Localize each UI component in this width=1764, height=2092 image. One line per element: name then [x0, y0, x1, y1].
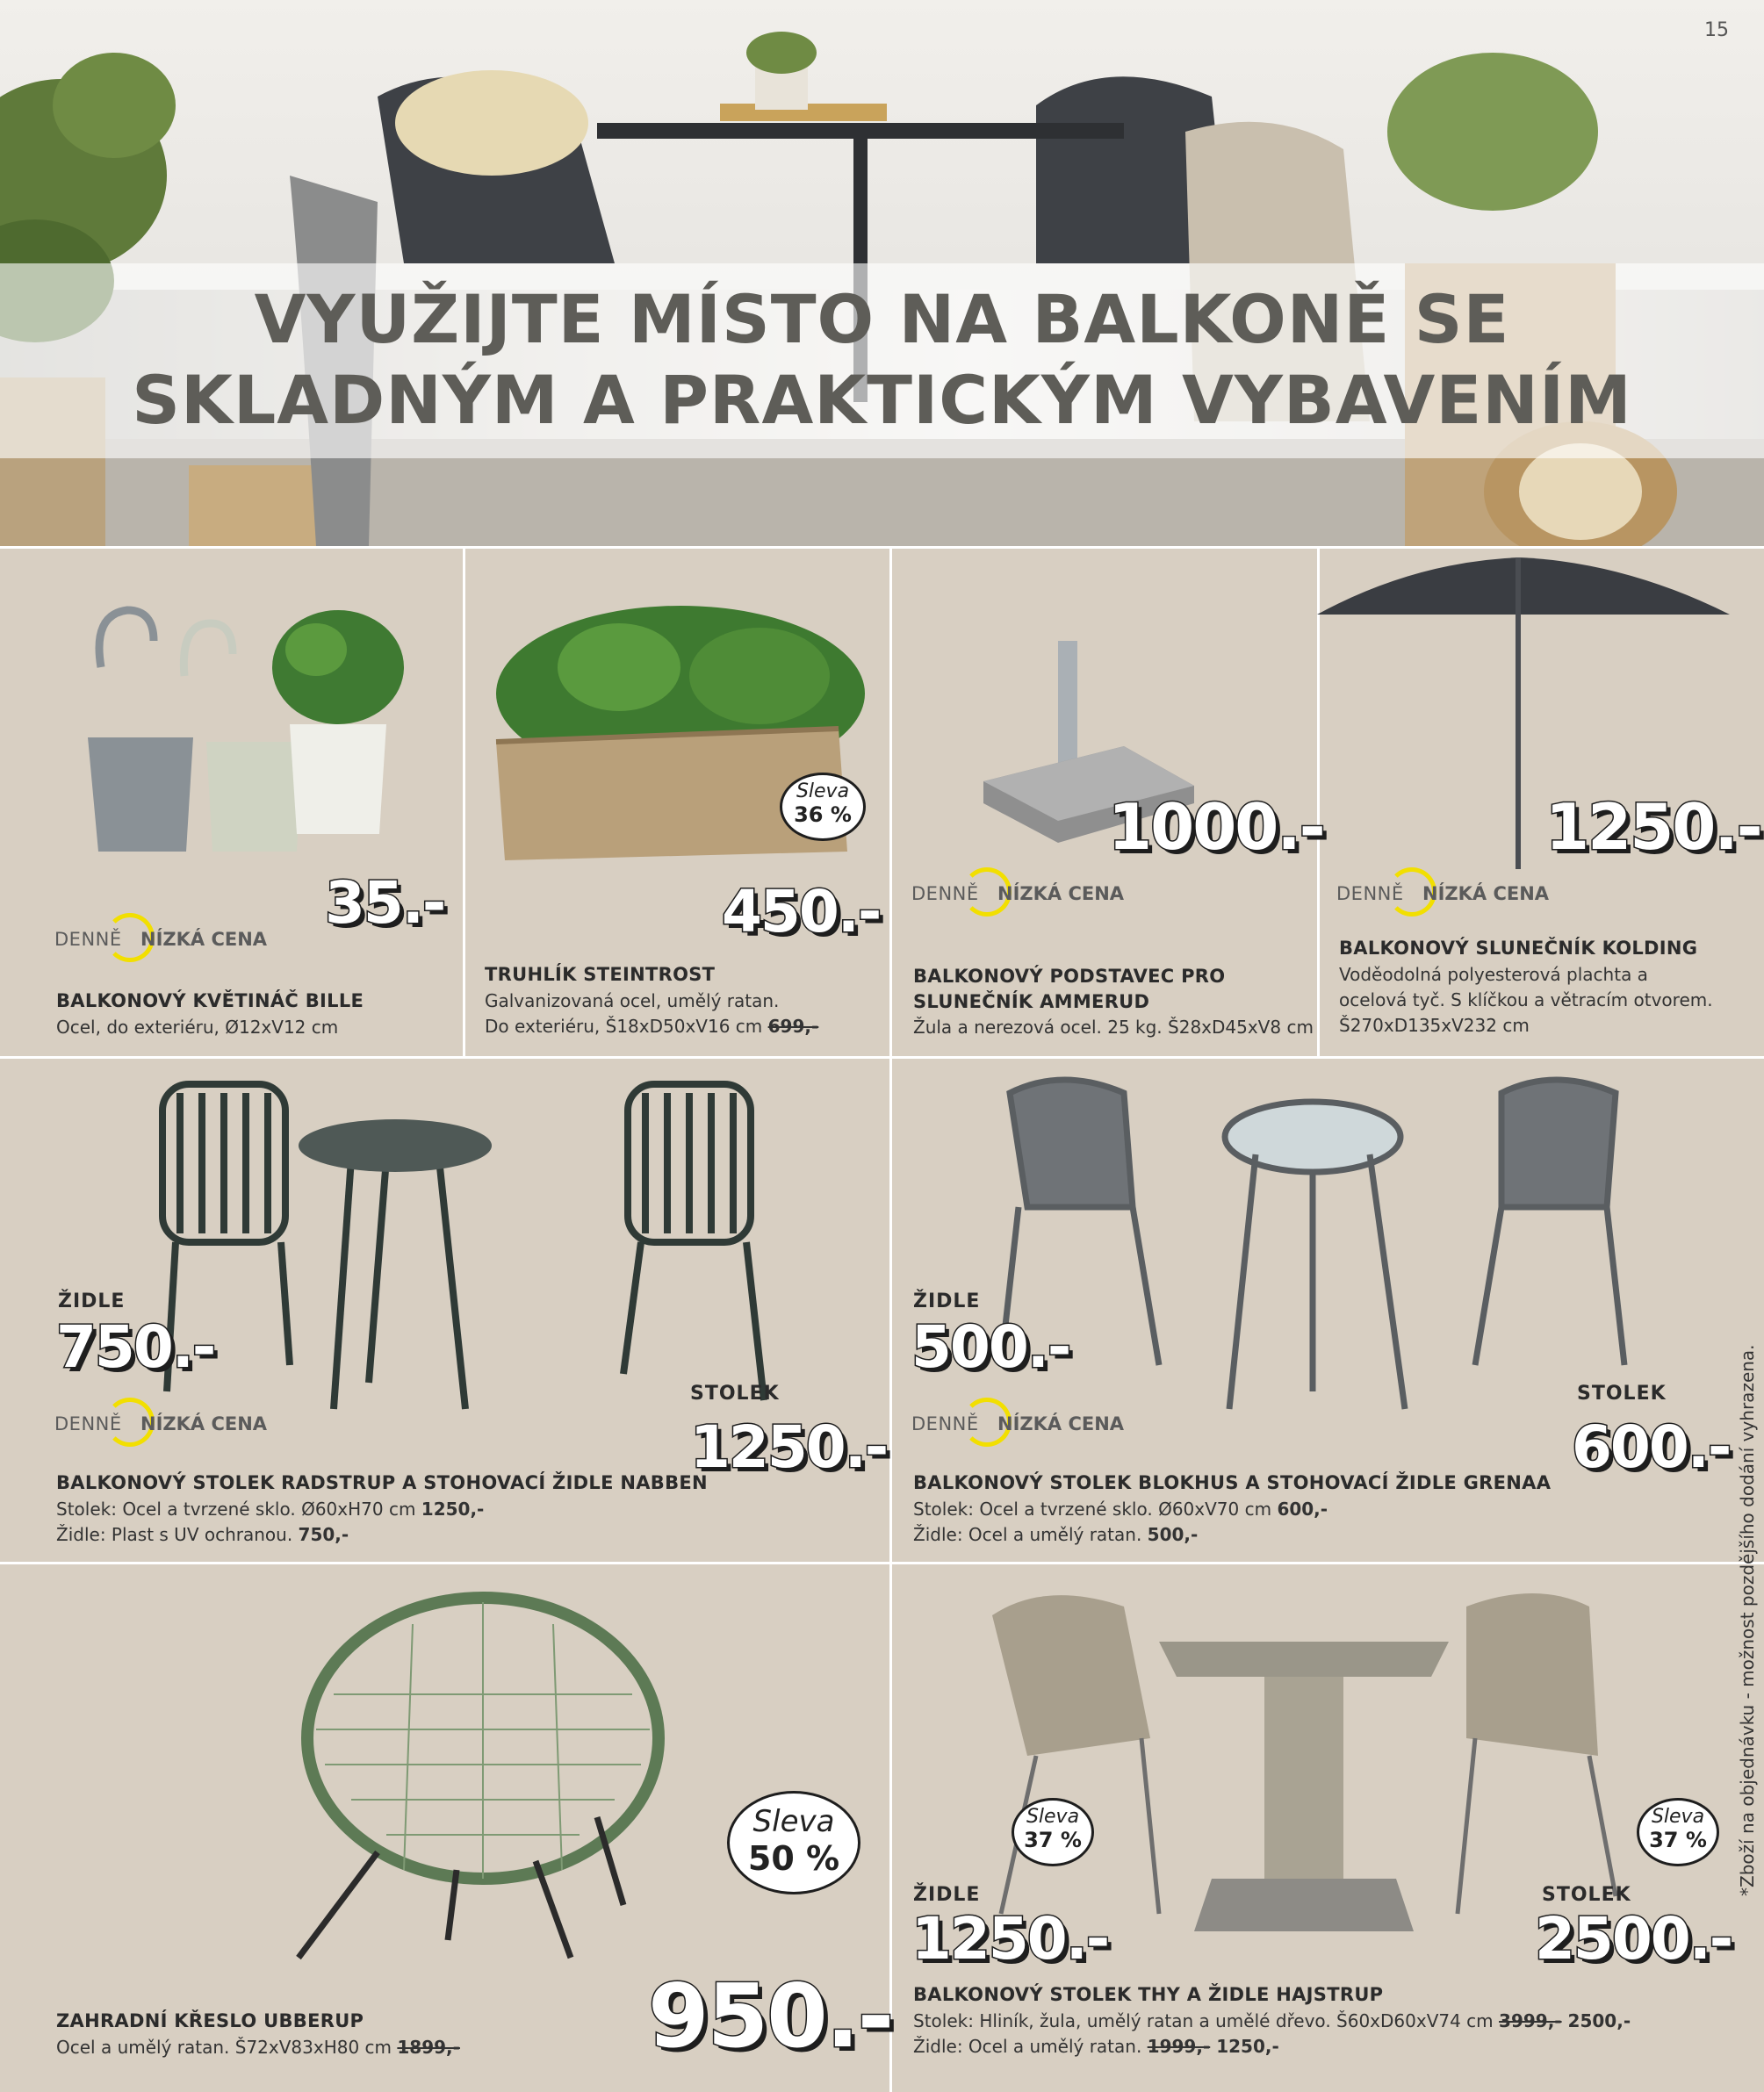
bille-pots-image — [79, 597, 430, 860]
thy-desc-line1 — [913, 2009, 1631, 2034]
radstrup-desc-line1-text: Stolek: Ocel a tvrzené sklo. Ø60xH70 cm — [56, 1499, 421, 1520]
kolding-desc-line2: ocelová tyč. S klíčkou a větracím otvorem. — [1339, 989, 1713, 1010]
radstrup-desc-line1-price: 1250,- — [421, 1499, 485, 1520]
divider-top — [0, 546, 1764, 549]
ammerud-price: 1000.- — [1108, 790, 1324, 864]
ammerud-title-line1: BALKONOVÝ PODSTAVEC PRO — [913, 966, 1226, 987]
thy-desc-line2-text: Židle: Ocel a umělý ratan. — [913, 2036, 1148, 2057]
blokhus-daily-low-logo — [911, 1398, 1148, 1443]
daily-low-word2: NÍZKÁ CENA — [997, 883, 1125, 904]
radstrup-desc — [56, 1497, 484, 1548]
ubberup-old-price: 1899,- — [397, 2037, 460, 2058]
daily-low-word1: DENNĚ — [54, 1413, 122, 1434]
steintrost-price: 450.- — [722, 878, 881, 945]
blokhus-table-price: 600.- — [1572, 1413, 1731, 1481]
ubberup-chair-image — [281, 1589, 694, 1966]
ubberup-discount-badge — [727, 1791, 860, 1894]
thy-table-badge-percent: 37 % — [1649, 1828, 1707, 1852]
thy-desc-line1-price: 2500,- — [1561, 2010, 1631, 2031]
ammerud-title-line2: SLUNEČNÍK AMMERUD — [913, 991, 1150, 1012]
ubberup-title: ZAHRADNÍ KŘESLO UBBERUP — [56, 2010, 364, 2031]
ubberup-price: 950.- — [648, 1965, 893, 2067]
daily-low-word1: DENNĚ — [1336, 883, 1404, 904]
blokhus-desc-line1-price: 600,- — [1277, 1499, 1328, 1520]
thy-chair-label: ŽIDLE — [913, 1884, 981, 1906]
daily-low-word1: DENNĚ — [911, 1413, 979, 1434]
radstrup-desc-line2-price: 750,- — [298, 1524, 349, 1545]
bille-price: 35.- — [325, 869, 445, 937]
thy-table-badge-word: Sleva — [1651, 1806, 1705, 1828]
steintrost-desc-line1: Galvanizovaná ocel, umělý ratan. — [485, 990, 780, 1011]
blokhus-desc-line2 — [913, 1522, 1328, 1548]
thy-desc-line1-old-price: 3999,- — [1499, 2010, 1562, 2031]
hero-photo — [0, 0, 1764, 546]
bille-title: BALKONOVÝ KVĚTINÁČ BILLE — [56, 990, 364, 1011]
steintrost-badge-word: Sleva — [796, 780, 850, 802]
thy-title: BALKONOVÝ STOLEK THY A ŽIDLE HAJSTRUP — [913, 1984, 1384, 2005]
blokhus-table-label: STOLEK — [1577, 1383, 1667, 1405]
bille-desc: Ocel, do exteriéru, Ø12xV12 cm — [56, 1017, 339, 1038]
ubberup-desc — [56, 2035, 460, 2060]
daily-low-word2: NÍZKÁ CENA — [997, 1413, 1125, 1434]
thy-chair-badge-word: Sleva — [1026, 1806, 1080, 1828]
kolding-price: 1250.- — [1545, 790, 1761, 864]
radstrup-desc-line1 — [56, 1497, 484, 1522]
ubberup-desc-text: Ocel a umělý ratan. Š72xV83xH80 cm — [56, 2037, 398, 2058]
steintrost-desc-line2-text: Do exteriéru, Š18xD50xV16 cm — [485, 1016, 763, 1037]
radstrup-set-image — [149, 1075, 781, 1418]
daily-low-word2: NÍZKÁ CENA — [140, 1413, 268, 1434]
kolding-daily-low-logo — [1336, 867, 1573, 913]
ubberup-badge-percent: 50 % — [747, 1839, 840, 1878]
radstrup-desc-line2 — [56, 1522, 484, 1548]
thy-table-price: 2500.- — [1535, 1905, 1732, 1973]
radstrup-title: BALKONOVÝ STOLEK RADSTRUP A STOHOVACÍ ŽIDLE NABBEN — [56, 1472, 708, 1493]
steintrost-discount-badge — [780, 773, 866, 841]
steintrost-badge-percent: 36 % — [794, 802, 852, 827]
blokhus-title: BALKONOVÝ STOLEK BLOKHUS A STOHOVACÍ ŽIDLE GRENAA — [913, 1472, 1552, 1493]
daily-low-word1: DENNĚ — [54, 929, 122, 950]
divider-col-a — [463, 546, 465, 1056]
page-headline — [0, 279, 1764, 441]
radstrup-chair-price: 750.- — [56, 1313, 215, 1381]
ammerud-desc: Žula a nerezová ocel. 25 kg. Š28xD45xV8 cm — [913, 1017, 1314, 1038]
ammerud-daily-low-logo — [911, 867, 1148, 913]
radstrup-desc-line2-text: Židle: Plast s UV ochranou. — [56, 1524, 299, 1545]
blokhus-set-image — [992, 1075, 1633, 1418]
availability-footnote: *Zboží na objednávku - možnost pozdějšího dodání vyhrazena. — [1737, 1344, 1758, 1896]
radstrup-table-price: 1250.- — [690, 1413, 888, 1481]
divider-row-1 — [0, 1056, 1764, 1059]
kolding-desc-line1: Voděodolná polyesterová plachta a — [1339, 964, 1648, 985]
kolding-title: BALKONOVÝ SLUNEČNÍK KOLDING — [1339, 938, 1698, 959]
blokhus-desc-line2-text: Židle: Ocel a umělý ratan. — [913, 1524, 1148, 1545]
thy-desc-line2-price: 1250,- — [1210, 2036, 1279, 2057]
radstrup-daily-low-logo — [54, 1398, 292, 1443]
blokhus-desc-line1 — [913, 1497, 1328, 1522]
thy-table-label: STOLEK — [1542, 1884, 1631, 1906]
ubberup-badge-word: Sleva — [752, 1804, 835, 1839]
divider-col-b — [889, 546, 892, 2092]
thy-table-discount-badge — [1637, 1798, 1719, 1866]
thy-desc-line1-text: Stolek: Hliník, žula, umělý ratan a umělé dřevo. Š60xD60xV74 cm — [913, 2010, 1500, 2031]
kolding-desc — [1339, 962, 1713, 1039]
steintrost-old-price: 699,- — [767, 1016, 819, 1037]
steintrost-desc-line2 — [485, 1014, 818, 1039]
bille-daily-low-logo — [54, 913, 292, 959]
blokhus-chair-price: 500.- — [911, 1313, 1070, 1381]
ammerud-title — [913, 964, 1225, 1015]
thy-chair-discount-badge — [1012, 1798, 1094, 1866]
radstrup-table-label: STOLEK — [690, 1383, 780, 1405]
radstrup-chair-label: ŽIDLE — [58, 1290, 126, 1312]
divider-row-2 — [0, 1562, 1764, 1564]
blokhus-desc — [913, 1497, 1328, 1548]
thy-desc-line2 — [913, 2034, 1631, 2060]
kolding-desc-line3: Š270xD135xV232 cm — [1339, 1015, 1530, 1036]
page-number: 15 — [1704, 19, 1729, 41]
thy-desc-line2-old-price: 1999,- — [1147, 2036, 1211, 2057]
steintrost-title: TRUHLÍK STEINTROST — [485, 964, 716, 985]
headline-line-1: VYUŽIJTE MÍSTO NA BALKONĚ SE — [254, 280, 1510, 358]
daily-low-word2: NÍZKÁ CENA — [140, 929, 268, 950]
blokhus-desc-line2-price: 500,- — [1147, 1524, 1199, 1545]
thy-desc — [913, 2009, 1631, 2060]
blokhus-chair-label: ŽIDLE — [913, 1290, 981, 1312]
blokhus-desc-line1-text: Stolek: Ocel a tvrzené sklo. Ø60xV70 cm — [913, 1499, 1278, 1520]
thy-chair-badge-percent: 37 % — [1024, 1828, 1082, 1852]
headline-line-2: SKLADNÝM A PRAKTICKÝM VYBAVENÍM — [132, 361, 1632, 439]
thy-chair-price: 1250.- — [911, 1905, 1109, 1973]
steintrost-desc — [485, 988, 818, 1039]
daily-low-word2: NÍZKÁ CENA — [1422, 883, 1550, 904]
daily-low-word1: DENNĚ — [911, 883, 979, 904]
